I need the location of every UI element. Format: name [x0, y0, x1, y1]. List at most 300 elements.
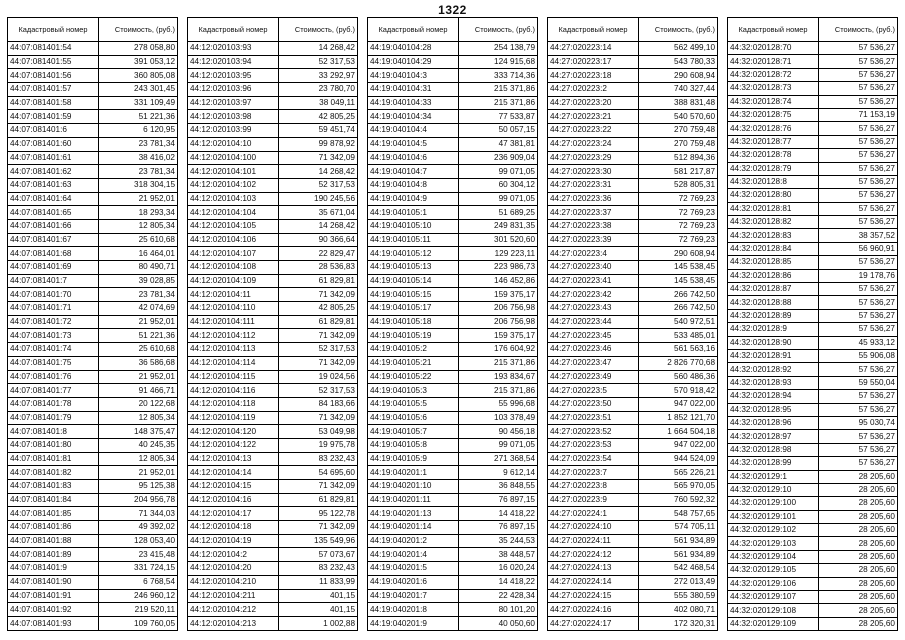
cost-cell: 548 757,65: [639, 507, 718, 521]
table-row: [368, 151, 538, 165]
table-row: [368, 397, 538, 411]
cost-cell: 52 317,53: [279, 178, 358, 192]
cost-cell: 28 205,60: [819, 564, 898, 577]
table-row: [728, 376, 898, 389]
cost-cell: 38 416,02: [99, 151, 178, 165]
cadastral-number-cell: 44:12:020104:16: [188, 493, 279, 507]
cadastral-number-cell: 44:27:020223:22: [548, 124, 639, 138]
table-row: [548, 137, 718, 151]
cadastral-number-cell: 44:19:040105:14: [368, 274, 459, 288]
cost-cell: 215 371,86: [459, 83, 538, 97]
cost-cell: 124 915,68: [459, 55, 538, 69]
table-row: [368, 55, 538, 69]
cadastral-number-cell: 44:19:040105:8: [368, 438, 459, 452]
cadastral-number-cell: 44:07:081401:63: [8, 178, 99, 192]
table-row: [728, 162, 898, 175]
table-row: [8, 274, 178, 288]
table-row: [188, 288, 358, 302]
table-row: [368, 480, 538, 494]
cost-cell: 95 125,38: [99, 480, 178, 494]
cadastral-number-cell: 44:32:020128:79: [728, 162, 819, 175]
header-cost: Стоимость, (руб.): [459, 18, 538, 42]
cost-cell: 12 805,34: [99, 452, 178, 466]
header-cost: Стоимость, (руб.): [279, 18, 358, 42]
cost-cell: 129 223,11: [459, 247, 538, 261]
cadastral-number-cell: 44:07:081401:76: [8, 370, 99, 384]
table-row: [188, 83, 358, 97]
table-row: [8, 548, 178, 562]
cadastral-number-cell: 44:12:020104:107: [188, 247, 279, 261]
cadastral-number-cell: 44:19:040105:9: [368, 452, 459, 466]
table-row: [728, 483, 898, 496]
cost-cell: 223 986,73: [459, 261, 538, 275]
cost-cell: 148 375,47: [99, 425, 178, 439]
cadastral-number-cell: 44:12:020104:210: [188, 575, 279, 589]
cost-cell: 6 120,95: [99, 124, 178, 138]
cadastral-number-cell: 44:27:020223:5: [548, 384, 639, 398]
table-row: [8, 384, 178, 398]
cost-cell: 290 608,94: [639, 247, 718, 261]
table-row: [8, 521, 178, 535]
cost-cell: 1 852 121,70: [639, 411, 718, 425]
table-row: [188, 96, 358, 110]
cadastral-number-cell: 44:12:020104:14: [188, 466, 279, 480]
table-row: [8, 137, 178, 151]
cost-cell: 28 536,83: [279, 261, 358, 275]
cadastral-number-cell: 44:27:020224:11: [548, 534, 639, 548]
cost-cell: 562 499,10: [639, 42, 718, 56]
cost-cell: 540 570,60: [639, 110, 718, 124]
header-cadastral-number: Кадастровый номер: [188, 18, 279, 42]
table-row: [728, 175, 898, 188]
cadastral-number-cell: 44:07:081401:67: [8, 233, 99, 247]
cost-cell: 318 304,15: [99, 178, 178, 192]
table-row: [188, 397, 358, 411]
cadastral-number-cell: 44:12:020104:114: [188, 356, 279, 370]
table-row: [728, 537, 898, 550]
cost-cell: 95 122,78: [279, 507, 358, 521]
cost-cell: 11 833,99: [279, 575, 358, 589]
table-row: [188, 480, 358, 494]
cost-cell: 99 071,05: [459, 165, 538, 179]
table-row: [368, 69, 538, 83]
cadastral-number-cell: 44:07:081401:59: [8, 110, 99, 124]
cadastral-table-4: [547, 17, 718, 631]
cadastral-number-cell: 44:12:020104:109: [188, 274, 279, 288]
table-row: [728, 470, 898, 483]
cadastral-number-cell: 44:19:040105:11: [368, 233, 459, 247]
cadastral-number-cell: 44:07:081401:61: [8, 151, 99, 165]
cadastral-number-cell: 44:07:081401:54: [8, 42, 99, 56]
cost-cell: 54 695,60: [279, 466, 358, 480]
cadastral-number-cell: 44:32:020129:10: [728, 483, 819, 496]
cadastral-number-cell: 44:32:020128:81: [728, 202, 819, 215]
cost-cell: 57 536,27: [819, 296, 898, 309]
table-row: [368, 589, 538, 603]
table-row: [368, 274, 538, 288]
table-row: [188, 370, 358, 384]
cost-cell: 21 952,01: [99, 370, 178, 384]
table-row: [188, 411, 358, 425]
cadastral-number-cell: 44:19:040104:28: [368, 42, 459, 56]
cadastral-number-cell: 44:27:020223:7: [548, 466, 639, 480]
cost-cell: 57 536,27: [819, 95, 898, 108]
cost-cell: 52 317,53: [279, 384, 358, 398]
cost-cell: 28 205,60: [819, 510, 898, 523]
cost-cell: 146 452,86: [459, 274, 538, 288]
cadastral-number-cell: 44:12:020104:20: [188, 562, 279, 576]
header-cadastral-number: Кадастровый номер: [8, 18, 99, 42]
cadastral-number-cell: 44:12:020104:110: [188, 302, 279, 316]
cost-cell: 528 805,31: [639, 178, 718, 192]
cadastral-number-cell: 44:19:040201:13: [368, 507, 459, 521]
cost-cell: 565 226,21: [639, 466, 718, 480]
table-row: [188, 137, 358, 151]
table-row: [188, 42, 358, 56]
cost-cell: 72 769,23: [639, 192, 718, 206]
table-row: [188, 110, 358, 124]
cadastral-number-cell: 44:07:081401:60: [8, 137, 99, 151]
cost-cell: 28 205,60: [819, 550, 898, 563]
table-row: [728, 363, 898, 376]
cost-cell: 533 485,01: [639, 329, 718, 343]
cost-cell: 51 221,36: [99, 110, 178, 124]
cadastral-number-cell: 44:27:020223:43: [548, 302, 639, 316]
table-row: [548, 616, 718, 630]
cadastral-number-cell: 44:32:020128:91: [728, 349, 819, 362]
cost-cell: 50 057,15: [459, 124, 538, 138]
cadastral-number-cell: 44:12:020104:19: [188, 534, 279, 548]
cost-cell: 57 536,27: [819, 323, 898, 336]
table-row: [8, 466, 178, 480]
table-row: [188, 384, 358, 398]
cost-cell: 272 013,49: [639, 575, 718, 589]
cost-cell: 71 342,09: [279, 288, 358, 302]
cadastral-number-cell: 44:19:040105:19: [368, 329, 459, 343]
cost-cell: 35 244,53: [459, 534, 538, 548]
cadastral-number-cell: 44:07:081401:92: [8, 603, 99, 617]
table-row: [548, 178, 718, 192]
cadastral-number-cell: 44:27:020223:54: [548, 452, 639, 466]
table-row: [8, 315, 178, 329]
cost-cell: 57 536,27: [819, 122, 898, 135]
cadastral-number-cell: 44:07:081401:85: [8, 507, 99, 521]
table-row: [188, 452, 358, 466]
cadastral-number-cell: 44:07:081401:83: [8, 480, 99, 494]
cadastral-number-cell: 44:32:020128:94: [728, 390, 819, 403]
table-row: [548, 96, 718, 110]
table-row: [728, 443, 898, 456]
table-row: [728, 242, 898, 255]
cost-cell: 278 058,80: [99, 42, 178, 56]
cost-cell: 55 906,08: [819, 349, 898, 362]
cadastral-number-cell: 44:32:020129:107: [728, 591, 819, 604]
cadastral-number-cell: 44:12:020104:101: [188, 165, 279, 179]
cadastral-number-cell: 44:27:020224:15: [548, 589, 639, 603]
cadastral-number-cell: 44:07:081401:62: [8, 165, 99, 179]
cost-cell: 72 769,23: [639, 233, 718, 247]
cost-cell: 39 028,85: [99, 274, 178, 288]
cost-cell: 243 301,45: [99, 83, 178, 97]
cost-cell: 28 205,60: [819, 470, 898, 483]
cost-cell: 176 604,92: [459, 343, 538, 357]
table-row: [8, 452, 178, 466]
cost-cell: 83 232,43: [279, 452, 358, 466]
page-number: 1322: [438, 3, 467, 17]
cadastral-number-cell: 44:07:081401:9: [8, 562, 99, 576]
cost-cell: 560 486,36: [639, 370, 718, 384]
cost-cell: 206 756,98: [459, 302, 538, 316]
cadastral-number-cell: 44:27:020223:51: [548, 411, 639, 425]
cadastral-number-cell: 44:12:020104:212: [188, 603, 279, 617]
cost-cell: 57 536,27: [819, 175, 898, 188]
cadastral-number-cell: 44:27:020223:40: [548, 261, 639, 275]
cadastral-number-cell: 44:12:020104:104: [188, 206, 279, 220]
cost-cell: 28 205,60: [819, 617, 898, 630]
table-row: [368, 493, 538, 507]
cost-cell: 71 342,09: [279, 356, 358, 370]
cadastral-number-cell: 44:19:040201:10: [368, 480, 459, 494]
table-row: [368, 315, 538, 329]
cost-cell: 57 536,27: [819, 443, 898, 456]
cost-cell: 159 375,17: [459, 329, 538, 343]
table-row: [8, 96, 178, 110]
cost-cell: 71 153,19: [819, 108, 898, 121]
table-row: [8, 165, 178, 179]
cost-cell: 57 536,27: [819, 216, 898, 229]
table-row: [8, 83, 178, 97]
cadastral-number-cell: 44:27:020223:41: [548, 274, 639, 288]
cadastral-number-cell: 44:07:081401:66: [8, 219, 99, 233]
cost-cell: 236 909,04: [459, 151, 538, 165]
cost-cell: 19 024,56: [279, 370, 358, 384]
cost-cell: 109 760,05: [99, 616, 178, 630]
table-row: [548, 315, 718, 329]
cadastral-number-cell: 44:27:020224:14: [548, 575, 639, 589]
cadastral-number-cell: 44:32:020128:88: [728, 296, 819, 309]
cadastral-number-cell: 44:07:081401:73: [8, 329, 99, 343]
cadastral-number-cell: 44:19:040201:8: [368, 603, 459, 617]
cadastral-number-cell: 44:12:020104:211: [188, 589, 279, 603]
cadastral-table-3: [367, 17, 538, 631]
table-row: [548, 575, 718, 589]
cadastral-number-cell: 44:32:020128:73: [728, 82, 819, 95]
table-row: [368, 521, 538, 535]
table-row: [548, 247, 718, 261]
cadastral-number-cell: 44:07:081401:91: [8, 589, 99, 603]
cost-cell: 42 805,25: [279, 302, 358, 316]
cadastral-number-cell: 44:32:020128:72: [728, 68, 819, 81]
cost-cell: 14 268,42: [279, 165, 358, 179]
cost-cell: 23 781,34: [99, 165, 178, 179]
table-row: [8, 178, 178, 192]
header-row: [368, 18, 538, 42]
table-row: [8, 261, 178, 275]
table-row: [548, 548, 718, 562]
cadastral-number-cell: 44:27:020223:9: [548, 493, 639, 507]
table-row: [368, 178, 538, 192]
table-row: [368, 425, 538, 439]
table-row: [188, 69, 358, 83]
cadastral-number-cell: 44:32:020128:70: [728, 42, 819, 55]
cost-cell: 18 293,34: [99, 206, 178, 220]
cost-cell: 9 612,14: [459, 466, 538, 480]
cadastral-number-cell: 44:32:020129:105: [728, 564, 819, 577]
cadastral-number-cell: 44:19:040105:3: [368, 384, 459, 398]
cost-cell: 14 268,42: [279, 219, 358, 233]
cadastral-number-cell: 44:12:020104:111: [188, 315, 279, 329]
cadastral-number-cell: 44:27:020223:31: [548, 178, 639, 192]
cadastral-number-cell: 44:19:040104:8: [368, 178, 459, 192]
cost-cell: 42 805,25: [279, 110, 358, 124]
cost-cell: 135 549,96: [279, 534, 358, 548]
table-row: [8, 42, 178, 56]
table-row: [548, 384, 718, 398]
cost-cell: 2 826 770,68: [639, 356, 718, 370]
cost-cell: 542 468,54: [639, 562, 718, 576]
cost-cell: 56 960,91: [819, 242, 898, 255]
table-row: [548, 42, 718, 56]
cadastral-number-cell: 44:32:020128:97: [728, 430, 819, 443]
table-row: [368, 343, 538, 357]
cadastral-number-cell: 44:19:040105:2: [368, 343, 459, 357]
cost-cell: 565 970,05: [639, 480, 718, 494]
table-row: [548, 493, 718, 507]
cost-cell: 77 533,87: [459, 110, 538, 124]
cost-cell: 145 538,45: [639, 274, 718, 288]
cost-cell: 36 586,68: [99, 356, 178, 370]
cost-cell: 76 897,15: [459, 521, 538, 535]
cost-cell: 76 897,15: [459, 493, 538, 507]
cadastral-number-cell: 44:27:020223:50: [548, 397, 639, 411]
cadastral-number-cell: 44:07:081401:68: [8, 247, 99, 261]
cost-cell: 28 205,60: [819, 591, 898, 604]
cadastral-number-cell: 44:19:040105:12: [368, 247, 459, 261]
cadastral-number-cell: 44:32:020129:108: [728, 604, 819, 617]
cost-cell: 16 020,24: [459, 562, 538, 576]
cost-cell: 61 829,81: [279, 493, 358, 507]
table-row: [8, 356, 178, 370]
cadastral-number-cell: 44:32:020128:9: [728, 323, 819, 336]
table-row: [8, 110, 178, 124]
table-row: [368, 206, 538, 220]
table-row: [548, 343, 718, 357]
cost-cell: 36 848,55: [459, 480, 538, 494]
cost-cell: 71 342,09: [279, 329, 358, 343]
cost-cell: 270 759,48: [639, 124, 718, 138]
cadastral-number-cell: 44:32:020128:85: [728, 256, 819, 269]
cadastral-number-cell: 44:27:020223:29: [548, 151, 639, 165]
cost-cell: 38 448,57: [459, 548, 538, 562]
table-row: [548, 151, 718, 165]
cost-cell: 270 759,48: [639, 137, 718, 151]
table-row: [548, 110, 718, 124]
table-row: [368, 452, 538, 466]
cadastral-number-cell: 44:27:020223:49: [548, 370, 639, 384]
cadastral-number-cell: 44:07:081401:77: [8, 384, 99, 398]
cadastral-number-cell: 44:07:081401:79: [8, 411, 99, 425]
table-row: [728, 189, 898, 202]
cadastral-number-cell: 44:32:020128:98: [728, 443, 819, 456]
table-row: [548, 261, 718, 275]
cost-cell: 290 608,94: [639, 69, 718, 83]
cost-cell: 61 829,81: [279, 315, 358, 329]
table-row: [8, 219, 178, 233]
cost-cell: 561 934,89: [639, 534, 718, 548]
table-row: [188, 466, 358, 480]
table-row: [8, 603, 178, 617]
cadastral-number-cell: 44:27:020223:53: [548, 438, 639, 452]
cadastral-number-cell: 44:27:020223:30: [548, 165, 639, 179]
table-row: [8, 206, 178, 220]
cost-cell: 193 834,67: [459, 370, 538, 384]
table-row: [188, 425, 358, 439]
table-row: [368, 534, 538, 548]
cost-cell: 33 292,97: [279, 69, 358, 83]
cost-cell: 740 327,44: [639, 83, 718, 97]
cadastral-number-cell: 44:27:020223:38: [548, 219, 639, 233]
cadastral-number-cell: 44:07:081401:93: [8, 616, 99, 630]
cost-cell: 944 524,09: [639, 452, 718, 466]
cadastral-number-cell: 44:19:040105:1: [368, 206, 459, 220]
cadastral-number-cell: 44:27:020223:45: [548, 329, 639, 343]
cost-cell: 49 392,02: [99, 521, 178, 535]
cadastral-number-cell: 44:12:020103:97: [188, 96, 279, 110]
cadastral-number-cell: 44:32:020128:99: [728, 457, 819, 470]
cost-cell: 52 317,53: [279, 343, 358, 357]
table-row: [548, 233, 718, 247]
table-row: [728, 591, 898, 604]
table-row: [728, 457, 898, 470]
cost-cell: 57 536,27: [819, 82, 898, 95]
cost-cell: 331 109,49: [99, 96, 178, 110]
cost-cell: 12 805,34: [99, 411, 178, 425]
cost-cell: 254 138,79: [459, 42, 538, 56]
cost-cell: 84 183,66: [279, 397, 358, 411]
cadastral-number-cell: 44:19:040201:11: [368, 493, 459, 507]
cost-cell: 57 073,67: [279, 548, 358, 562]
cadastral-number-cell: 44:32:020129:109: [728, 617, 819, 630]
table-row: [188, 562, 358, 576]
table-row: [368, 302, 538, 316]
cadastral-number-cell: 44:32:020128:78: [728, 149, 819, 162]
cost-cell: 19 975,78: [279, 438, 358, 452]
cost-cell: 12 805,34: [99, 219, 178, 233]
cadastral-number-cell: 44:27:020224:10: [548, 521, 639, 535]
cadastral-number-cell: 44:32:020129:103: [728, 537, 819, 550]
cost-cell: 57 536,27: [819, 42, 898, 55]
table-row: [8, 397, 178, 411]
cost-cell: 249 831,35: [459, 219, 538, 233]
cadastral-number-cell: 44:12:020104:108: [188, 261, 279, 275]
table-row: [548, 288, 718, 302]
table-row: [368, 261, 538, 275]
table-row: [8, 411, 178, 425]
cadastral-number-cell: 44:12:020104:118: [188, 397, 279, 411]
cost-cell: 14 418,22: [459, 507, 538, 521]
cost-cell: 22 428,34: [459, 589, 538, 603]
cadastral-number-cell: 44:12:020104:15: [188, 480, 279, 494]
cadastral-number-cell: 44:19:040201:5: [368, 562, 459, 576]
cost-cell: 25 610,68: [99, 233, 178, 247]
cost-cell: 57 536,27: [819, 55, 898, 68]
table-row: [8, 438, 178, 452]
table-row: [548, 480, 718, 494]
table-row: [368, 83, 538, 97]
table-row: [188, 178, 358, 192]
cost-cell: 555 380,59: [639, 589, 718, 603]
table-row: [368, 411, 538, 425]
